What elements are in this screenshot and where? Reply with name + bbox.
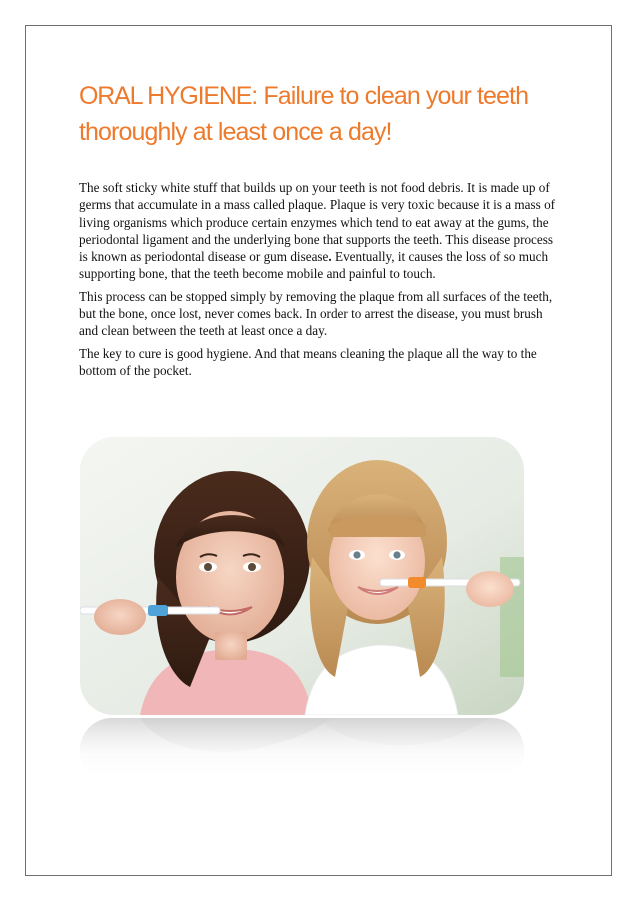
paragraph-plaque (79, 179, 563, 283)
paragraph-prevention: This process can be stopped simply by removing the plaque from all surfaces of the teeth, but the bone, once lost, never comes back. In order to arrest the disease, you must brush and clean between the teeth at least once a day. (79, 288, 553, 339)
heading-rest: Failure to clean your teeth thoroughly at least once a day! (79, 82, 529, 146)
paragraph-plaque-period: . (328, 249, 332, 265)
paragraph-cure: The key to cure is good hygiene. And that means cleaning the plaque all the way to the bottom of the pocket. (79, 345, 537, 378)
brushing-teeth-photo (80, 437, 524, 715)
paragraph-plaque-text-b: Eventually, it causes the loss of so much supporting bone, that the teeth become mobile and painful to touch. (79, 249, 549, 282)
paragraph-plaque-text-a: The soft sticky white stuff that builds up on your teeth is not food debris. It is made up of germs that accumulate in a mass called plaque. Plaque is very toxic because it is a mass of living organisms which produce certain enzymes which tend to eat away at the gums, the periodontal ligament and the underlying bone that supports the teeth. This disease process is known as periodontal disease or gum disease (79, 180, 556, 265)
photo-reflection (80, 718, 524, 782)
brushing-teeth-illustration (80, 437, 524, 715)
article-body (79, 179, 563, 384)
heading-separator: : (251, 82, 258, 110)
heading-lead: ORAL HYGIENE (79, 82, 252, 110)
illustration (80, 437, 524, 783)
reflection-shape (80, 718, 524, 782)
page-heading (79, 78, 579, 150)
